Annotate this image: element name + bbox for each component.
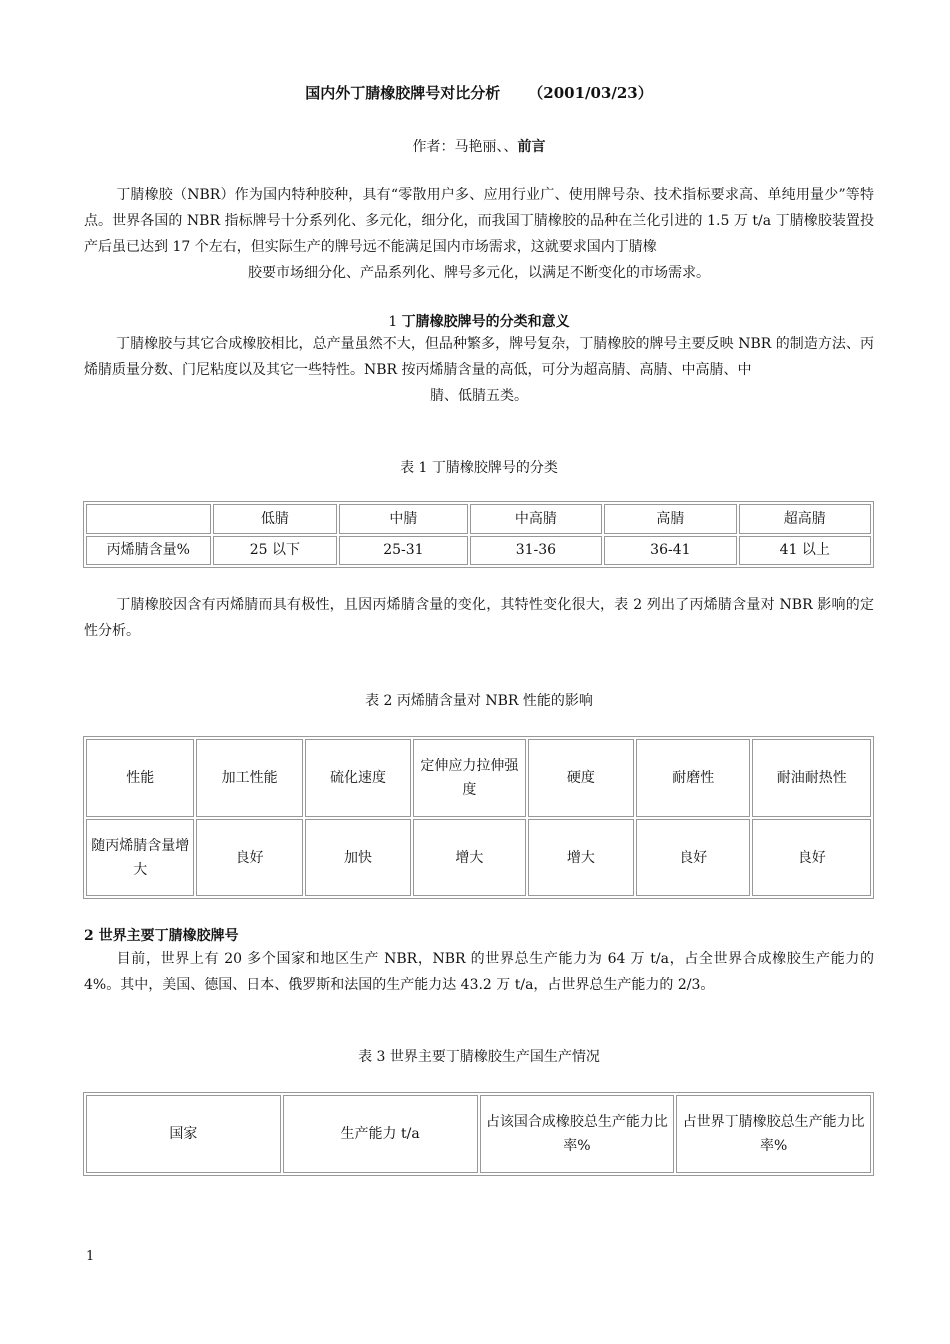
table2-cell: 良好 [752,819,871,896]
table1-header-row [86,504,871,534]
table1-header-cell: 超高腈 [739,504,871,534]
section1-paragraph [84,331,874,409]
page-title [84,82,874,103]
table3-header-cell: 国家 [86,1095,281,1173]
section1-number: 1 [388,314,402,330]
table1-header-cell: 高腈 [604,504,736,534]
table3-header-cell: 占该国合成橡胶总生产能力比率% [480,1095,675,1173]
table1-caption: 表 1 丁腈橡胶牌号的分类 [400,460,558,476]
table3 [83,1092,874,1176]
table2-header-cell: 性能 [86,739,194,817]
table2-header-cell: 加工性能 [196,739,302,817]
author-line [84,136,874,156]
preface-label: 前言 [517,139,546,155]
table1-cell: 25-31 [339,536,468,566]
title-text: 国内外丁腈橡胶牌号对比分析 [305,84,501,102]
table2-cell: 良好 [196,819,302,896]
table1-header-cell: 低腈 [213,504,338,534]
table2-header-cell: 耐油耐热性 [752,739,871,817]
section1-last-line: 腈、低腈五类。 [430,388,528,404]
table2-data-row [86,819,871,896]
table2-cell: 加快 [305,819,411,896]
table2-header-cell: 耐磨性 [636,739,750,817]
table2-intro-text: 丁腈橡胶因含有丙烯腈而具有极性，且因丙烯腈含量的变化，其特性变化很大，表 2 列出了丙烯腈含量对 NBR 影响的定性分析。 [84,597,874,639]
table1 [83,501,874,568]
intro-paragraph [84,182,874,286]
table1-cell: 25 以下 [213,536,338,566]
table2-header-cell: 硫化速度 [305,739,411,817]
table1-cell: 丙烯腈含量% [86,536,211,566]
intro-last-line: 胶要市场细分化、产品系列化、牌号多元化，以满足不断变化的市场需求。 [248,265,710,281]
table1-data-row [86,536,871,566]
author-label: 作者：马艳丽、、 [412,139,518,155]
intro-body: 丁腈橡胶（NBR）作为国内特种胶种，具有“零散用户多、应用行业广、使用牌号杂、技术指标要求高、单纯用量少”等特点。世界各国的 NBR 指标牌号十分系列化、多元化，细分化，而我国丁腈橡胶的品种在兰化引进的 1.5 万 t/a 丁腈橡胶装置投产后虽已达到 17 个左右，但实际生产的牌号远不能满足国内市场需求，这就要求国内丁腈橡 [84,187,874,255]
table2-header-cell: 硬度 [528,739,634,817]
table2-cell: 增大 [413,819,525,896]
section2-body: 目前，世界上有 20 多个国家和地区生产 NBR，NBR 的世界总生产能力为 64 万 t/a，占全世界合成橡胶生产能力的 4%。其中，美国、德国、日本、俄罗斯和法国的生产能力达 43.2 万 t/a，占世界总生产能力的 2/3。 [84,951,874,993]
table2 [83,736,874,899]
table1-header-cell: 中高腈 [470,504,602,534]
table2-header-row [86,739,871,817]
table2-cell: 随丙烯腈含量增大 [86,819,194,896]
table2-cell: 良好 [636,819,750,896]
table1-cell: 31-36 [470,536,602,566]
table2-caption: 表 2 丙烯腈含量对 NBR 性能的影响 [365,693,593,709]
table3-header-cell: 生产能力 t/a [283,1095,478,1173]
table1-cell: 36-41 [604,536,736,566]
section1-body: 丁腈橡胶与其它合成橡胶相比，总产量虽然不大，但品种繁多，牌号复杂，丁腈橡胶的牌号主要反映 NBR 的制造方法、丙烯腈质量分数、门尼粘度以及其它一些特性。NBR 按丙烯腈含量的高低，可分为超高腈、高腈、中高腈、中 [84,336,874,378]
section1-heading [84,311,874,331]
table3-caption: 表 3 世界主要丁腈橡胶生产国生产情况 [358,1049,600,1065]
table1-header-cell [86,504,211,534]
page-number: 1 [86,1249,95,1264]
table1-header-cell: 中腈 [339,504,468,534]
section2-heading: 2 世界主要丁腈橡胶牌号 [84,928,239,944]
section1-title: 丁腈橡胶牌号的分类和意义 [401,314,570,330]
table3-header-cell: 占世界丁腈橡胶总生产能力比率% [676,1095,871,1173]
title-date: （2001/03/23） [528,84,653,102]
table1-cell: 41 以上 [739,536,871,566]
table2-header-cell: 定伸应力拉伸强度 [413,739,525,817]
table2-intro-paragraph [84,592,874,644]
table2-cell: 增大 [528,819,634,896]
section2-paragraph [84,946,874,998]
table3-header-row [86,1095,871,1173]
